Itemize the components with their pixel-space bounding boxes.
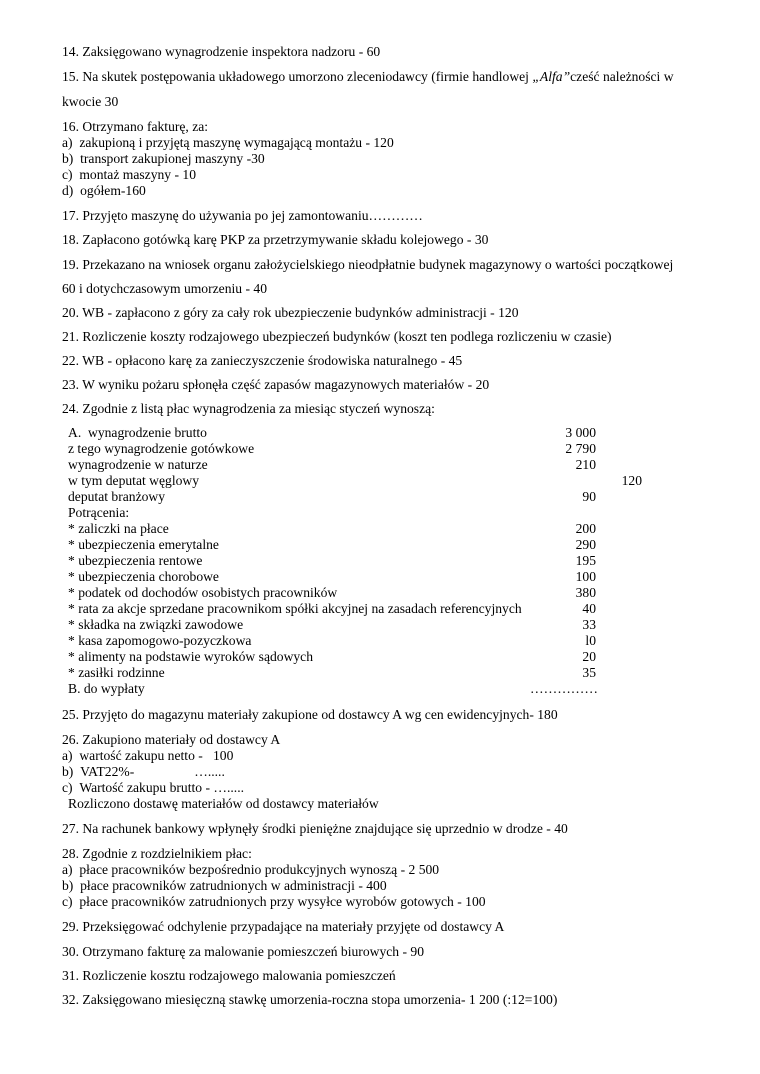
payroll-row (68, 601, 688, 617)
item-19-line1: 19. Przekazano na wniosek organu założycielskiego nieodpłatnie budynek magazynowy o wartości początkowej (62, 257, 674, 272)
payroll-row (68, 505, 688, 521)
item-28-c: c) płace pracowników zatrudnionych przy wysyłce wyrobów gotowych - 100 (62, 894, 486, 909)
payroll-value: 35 (582, 665, 596, 680)
payroll-label: * zaliczki na płace (68, 521, 169, 536)
payroll-label: * zasiłki rodzinne (68, 665, 165, 680)
payroll-label: Potrącenia: (68, 505, 130, 520)
item-16-c: c) montaż maszyny - 10 (62, 167, 197, 182)
item-18: 18. Zapłacono gotówką karę PKP za przetrzymywanie składu kolejowego - 30 (62, 232, 489, 247)
payroll-value: 290 (575, 537, 596, 552)
payroll-label: deputat branżowy (68, 489, 166, 504)
payroll-label: B. do wypłaty (68, 681, 145, 696)
payroll-value: 3 000 (565, 425, 596, 440)
payroll-row (68, 537, 688, 553)
payroll-label: z tego wynagrodzenie gotówkowe (68, 441, 255, 456)
item-26: 26. Zakupiono materiały od dostawcy A (62, 732, 281, 747)
item-28: 28. Zgodnie z rozdzielnikiem płac: (62, 846, 252, 861)
payroll-row (68, 681, 688, 697)
payroll-value: 40 (582, 601, 596, 616)
item-14: 14. Zaksięgowano wynagrodzenie inspektora nadzoru - 60 (62, 44, 381, 59)
payroll-value: 20 (582, 649, 596, 664)
item-28-a: a) płace pracowników bezpośrednio produkcyjnych wynoszą - 2 500 (62, 862, 440, 877)
item-22: 22. WB - opłacono karę za zanieczyszczenie środowiska naturalnego - 45 (62, 353, 463, 368)
payroll-row (68, 521, 688, 537)
item-24: 24. Zgodnie z listą płac wynagrodzenia za miesiąc styczeń wynoszą: (62, 401, 435, 416)
payroll-row (68, 553, 688, 569)
item-31: 31. Rozliczenie kosztu rodzajowego malowania pomieszczeń (62, 968, 396, 983)
item-15-text-pre: 15. Na skutek postępowania układowego umorzono zleceniodawcy (firmie handlowej (62, 69, 533, 84)
payroll-value: 33 (582, 617, 596, 632)
payroll-label: w tym deputat węglowy (68, 473, 200, 488)
payroll-value: 100 (575, 569, 596, 584)
payroll-label: * składka na związki zawodowe (68, 617, 244, 632)
item-30: 30. Otrzymano fakturę za malowanie pomieszczeń biurowych - 90 (62, 944, 424, 959)
payroll-row (68, 665, 688, 681)
payroll-label: wynagrodzenie w naturze (68, 457, 208, 472)
payroll-row (68, 569, 688, 585)
payroll-value: …………… (530, 681, 598, 696)
item-26-b-label: b) VAT22%- (62, 764, 135, 779)
item-15-line1 (62, 69, 674, 85)
payroll-row (68, 633, 688, 649)
payroll-value: 2 790 (565, 441, 596, 456)
item-25: 25. Przyjęto do magazynu materiały zakupione od dostawcy A wg cen ewidencyjnych- 180 (62, 707, 558, 722)
item-26-b-value: …..... (194, 764, 225, 779)
payroll-row (68, 585, 688, 601)
item-23: 23. W wyniku pożaru spłonęła część zapasów magazynowych materiałów - 20 (62, 377, 490, 392)
payroll-row (68, 457, 688, 473)
payroll-label: * rata za akcje sprzedane pracownikom spółki akcyjnej na zasadach referencyjnych (68, 601, 522, 616)
item-26-a-label: a) wartość zakupu netto - (62, 748, 203, 763)
payroll-value: 195 (575, 553, 596, 568)
item-28-b: b) płace pracowników zatrudnionych w administracji - 400 (62, 878, 387, 893)
item-26-d: Rozliczono dostawę materiałów od dostawcy materiałów (68, 796, 379, 811)
payroll-row (68, 649, 688, 665)
payroll-row (68, 489, 688, 505)
payroll-row (68, 425, 688, 441)
item-15-text-post: cześć należności w (570, 69, 674, 84)
item-27: 27. Na rachunek bankowy wpłynęły środki pieniężne znajdujące się uprzednio w drodze - 40 (62, 821, 568, 836)
payroll-label: * podatek od dochodów osobistych pracowników (68, 585, 338, 600)
payroll-row (68, 473, 688, 489)
item-19-line2: 60 i dotychczasowym umorzeniu - 40 (62, 281, 267, 296)
payroll-label: * ubezpieczenia chorobowe (68, 569, 219, 584)
item-15-line2: kwocie 30 (62, 94, 119, 109)
payroll-value: 200 (575, 521, 596, 536)
payroll-label: * alimenty na podstawie wyroków sądowych (68, 649, 314, 664)
item-16-d: d) ogółem-160 (62, 183, 146, 198)
item-26-b (62, 764, 225, 780)
item-16: 16. Otrzymano fakturę, za: (62, 119, 209, 134)
payroll-value: 90 (582, 489, 596, 504)
item-15-company-name: „Alfa” (532, 69, 571, 84)
payroll-label: * kasa zapomogowo-pozyczkowa (68, 633, 252, 648)
item-20: 20. WB - zapłacono z góry za cały rok ubezpieczenie budynków administracji - 120 (62, 305, 519, 320)
payroll-value: l0 (585, 633, 596, 648)
item-32: 32. Zaksięgowano miesięczną stawkę umorzenia-roczna stopa umorzenia- 1 200 (:12=100) (62, 992, 558, 1007)
payroll-label: * ubezpieczenia rentowe (68, 553, 203, 568)
item-16-a: a) zakupioną i przyjętą maszynę wymagającą montażu - 120 (62, 135, 394, 150)
item-26-a-value: 100 (213, 748, 234, 763)
item-17: 17. Przyjęto maszynę do używania po jej zamontowaniu………… (62, 208, 423, 223)
item-16-b: b) transport zakupionej maszyny -30 (62, 151, 265, 166)
payroll-value: 380 (575, 585, 596, 600)
item-29: 29. Przeksięgować odchylenie przypadające na materiały przyjęte od dostawcy A (62, 919, 505, 934)
item-26-c: c) Wartość zakupu brutto - …..... (62, 780, 244, 795)
item-21: 21. Rozliczenie koszty rodzajowego ubezpieczeń budynków (koszt ten podlega rozliczeniu w czasie) (62, 329, 612, 344)
payroll-value: 210 (575, 457, 596, 472)
payroll-label: A. wynagrodzenie brutto (68, 425, 207, 440)
payroll-label: * ubezpieczenia emerytalne (68, 537, 219, 552)
item-26-a (62, 748, 233, 764)
payroll-row (68, 441, 688, 457)
payroll-row (68, 617, 688, 633)
payroll-extra-value: 120 (621, 473, 642, 488)
